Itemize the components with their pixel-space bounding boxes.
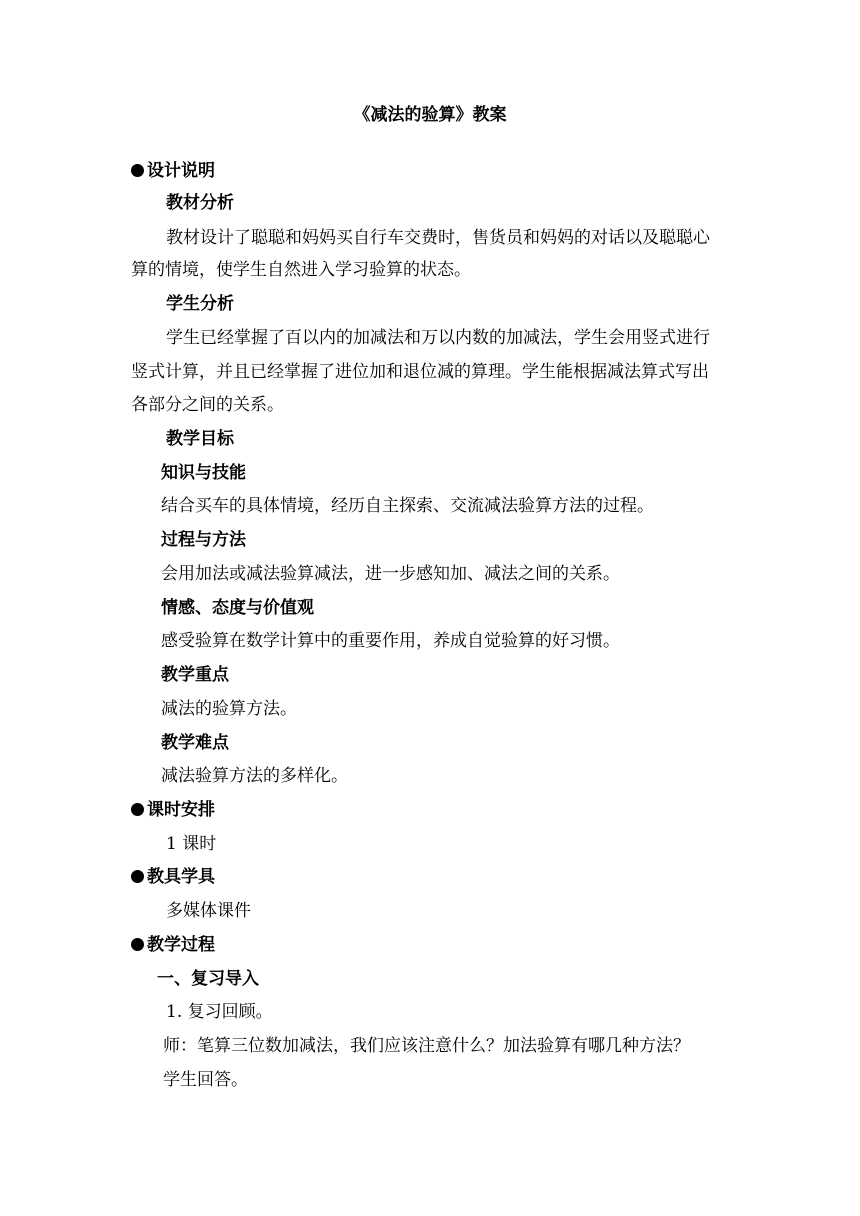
section-heading-schedule: [131, 799, 215, 821]
section-heading-design: [131, 160, 215, 182]
section-heading-design-label: 设计说明: [147, 161, 215, 181]
paragraph-line: 算的情境，使学生自然进入学习验算的状态。: [131, 260, 471, 280]
subheading-part1: 一、复习导入: [157, 969, 259, 989]
section-heading-process-label: 教学过程: [147, 935, 215, 955]
subheading-teaching-goals: 教学目标: [166, 429, 234, 449]
subheading-textbook-analysis: 教材分析: [166, 193, 234, 213]
paragraph-line: 多媒体课件: [166, 901, 251, 921]
section-heading-tools-label: 教具学具: [147, 867, 215, 887]
paragraph-line: 学生回答。: [163, 1070, 248, 1090]
section-heading-schedule-label: 课时安排: [147, 800, 215, 820]
subheading-key-point: 教学重点: [161, 665, 229, 685]
paragraph-line: 学生已经掌握了百以内的加减法和万以内数的加减法，学生会用竖式进行: [166, 328, 710, 348]
section-heading-process: [131, 934, 215, 956]
section-heading-tools: [131, 866, 215, 888]
bullet-icon: [131, 938, 144, 951]
paragraph-line: 减法验算方法的多样化。: [161, 766, 348, 786]
subheading-emotion-values: 情感、态度与价值观: [161, 598, 314, 618]
bullet-icon: [131, 164, 144, 177]
paragraph-line: 教材设计了聪聪和妈妈买自行车交费时，售货员和妈妈的对话以及聪聪心: [166, 228, 710, 248]
paragraph-line: 减法的验算方法。: [161, 699, 297, 719]
subheading-student-analysis: 学生分析: [166, 294, 234, 314]
paragraph-line: 结合买车的具体情境，经历自主探索、交流减法验算方法的过程。: [161, 496, 654, 516]
bullet-icon: [131, 870, 144, 883]
paragraph-line: 1. 复习回顾。: [166, 1002, 273, 1022]
subheading-process-methods: 过程与方法: [161, 530, 246, 550]
paragraph-line: 感受验算在数学计算中的重要作用，养成自觉验算的好习惯。: [161, 631, 620, 651]
paragraph-line: 1 课时: [166, 834, 217, 854]
subheading-difficulty: 教学难点: [161, 733, 229, 753]
subheading-knowledge-skills: 知识与技能: [161, 463, 246, 483]
paragraph-line: 师：笔算三位数加减法，我们应该注意什么？加法验算有哪几种方法？: [163, 1036, 690, 1056]
paragraph-line: 会用加法或减法验算减法，进一步感知加、减法之间的关系。: [161, 564, 620, 584]
document-title: 《减法的验算》教案: [353, 105, 507, 125]
bullet-icon: [131, 803, 144, 816]
paragraph-line: 竖式计算，并且已经掌握了进位加和退位减的算理。学生能根据减法算式写出: [131, 362, 709, 382]
paragraph-line: 各部分之间的关系。: [131, 395, 284, 415]
